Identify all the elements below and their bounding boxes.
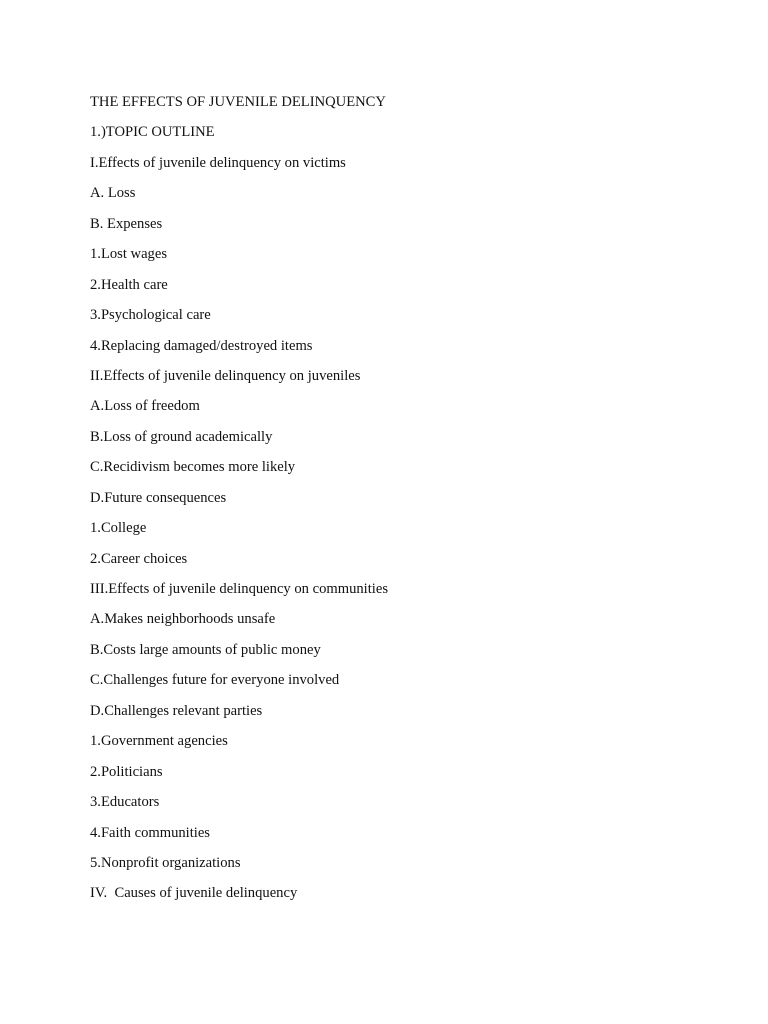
outline-item: A. Loss xyxy=(90,185,136,202)
outline-subitem: 1.College xyxy=(90,520,147,537)
outline-item: A.Makes neighborhoods unsafe xyxy=(90,611,276,628)
outline-item: C.Challenges future for everyone involved xyxy=(90,672,340,689)
outline-subitem: 1.Lost wages xyxy=(90,246,168,263)
outline-subitem: 2.Politicians xyxy=(90,763,163,780)
outline-section-4: IV. Causes of juvenile delinquency xyxy=(90,885,298,902)
outline-item: C.Recidivism becomes more likely xyxy=(90,459,296,476)
topic-outline xyxy=(90,90,388,912)
outline-subitem: 5.Nonprofit organizations xyxy=(90,854,241,871)
outline-item: D.Future consequences xyxy=(90,489,227,506)
outline-heading: 1.)TOPIC OUTLINE xyxy=(90,124,215,141)
outline-subitem: 4.Faith communities xyxy=(90,824,210,841)
outline-item: A.Loss of freedom xyxy=(90,398,200,415)
outline-subitem: 1.Government agencies xyxy=(90,733,228,750)
outline-section-2: II.Effects of juvenile delinquency on juveniles xyxy=(90,367,361,384)
document-title: THE EFFECTS OF JUVENILE DELINQUENCY xyxy=(90,94,386,110)
outline-subitem: 3.Psychological care xyxy=(90,307,211,324)
outline-subitem: 4.Replacing damaged/destroyed items xyxy=(90,337,313,354)
outline-item: B.Loss of ground academically xyxy=(90,428,273,445)
outline-item: B.Costs large amounts of public money xyxy=(90,641,321,658)
outline-section-3: III.Effects of juvenile delinquency on communities xyxy=(90,581,389,597)
outline-subitem: 2.Career choices xyxy=(90,550,188,567)
outline-item: D.Challenges relevant parties xyxy=(90,702,263,719)
outline-section-1: I.Effects of juvenile delinquency on victims xyxy=(90,154,346,171)
outline-subitem: 2.Health care xyxy=(90,276,168,293)
outline-item: B. Expenses xyxy=(90,215,163,232)
outline-subitem: 3.Educators xyxy=(90,794,160,811)
